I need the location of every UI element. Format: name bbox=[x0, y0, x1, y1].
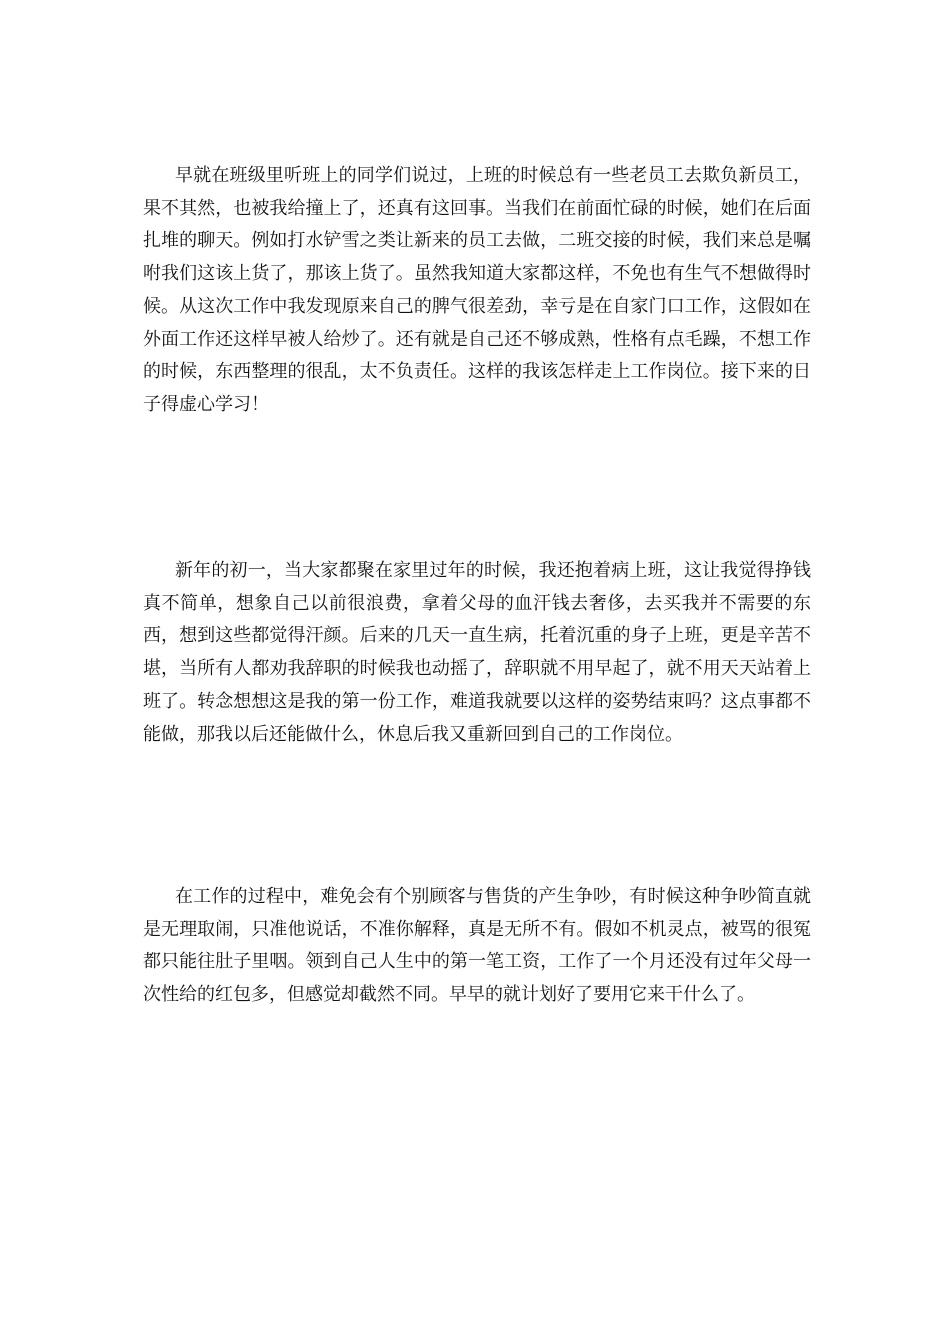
paragraph-3: 在工作的过程中，难免会有个别顾客与售货的产生争吵，有时候这种争吵简直就是无理取闹，只准他说话，不准你解释，真是无所不有。假如不机灵点，被骂的很冤都只能往肚子里咽。领到自己人生中的第一笔工资，工作了一个月还没有过年父母一次性给的红包多，但感觉却截然不同。早早的就计划好了要用它来干什么了。 bbox=[143, 886, 811, 1006]
paragraph-2: 新年的初一，当大家都聚在家里过年的时候，我还抱着病上班，这让我觉得挣钱真不简单，想象自己以前很浪费，拿着父母的血汗钱去奢侈，去买我并不需要的东西，想到这些都觉得汗颜。后来的几天一直生病，托着沉重的身子上班，更是辛苦不堪，当所有人都劝我辞职的时候我也动摇了，辞职就不用早起了，就不用天天站着上班了。转念想想这是我的第一份工作，难道我就要以这样的姿势结束吗？这点事都不能做，那我以后还能做什么，休息后我又重新回到自己的工作岗位。 bbox=[143, 560, 811, 745]
paragraph-1: 早就在班级里听班上的同学们说过，上班的时候总有一些老员工去欺负新员工，果不其然，也被我给撞上了，还真有这回事。当我们在前面忙碌的时候，她们在后面扎堆的聊天。例如打水铲雪之类让新来的员工去做，二班交接的时候，我们来总是嘱咐我们这该上货了，那该上货了。虽然我知道大家都这样，不免也有生气不想做得时候。从这次工作中我发现原来自己的脾气很差劲，幸亏是在自家门口工作，这假如在外面工作还这样早被人给炒了。还有就是自己还不够成熟，性格有点毛躁，不想工作的时候，东西整理的很乱，太不负责任。这样的我该怎样走上工作岗位。接下来的日子得虚心学习！ bbox=[143, 165, 811, 415]
